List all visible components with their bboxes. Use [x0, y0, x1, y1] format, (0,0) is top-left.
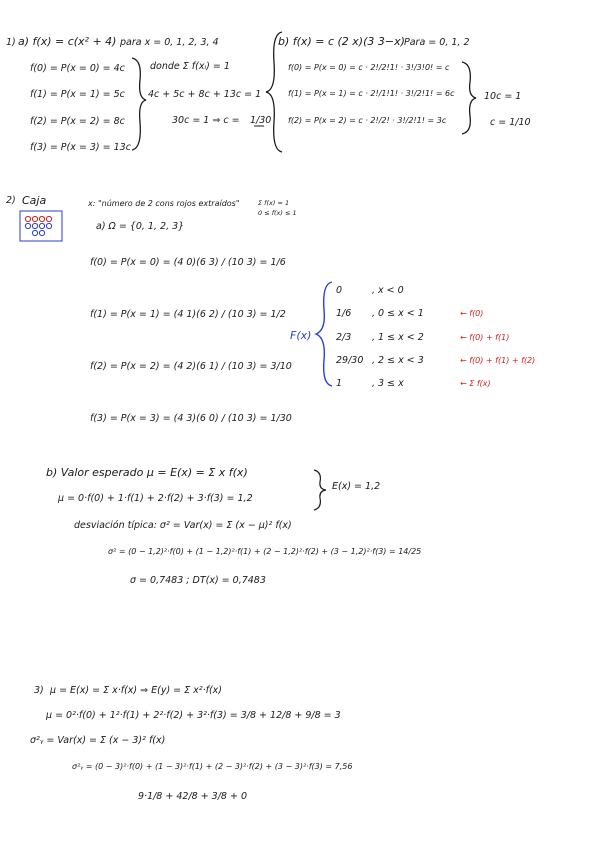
- line-e3: f(3) = P(x = 3) = (4 3)(6 0) / (10 3) = 1/30: [90, 413, 292, 424]
- omega-set: a) Ω = {0, 1, 2, 3}: [96, 221, 185, 232]
- problem-2-label: 2): [6, 195, 16, 206]
- cdf-row-3-cond: , 2 ≤ x < 3: [372, 355, 424, 366]
- problem-1b-heading: b) f(x) = c (2 x)(3 3−x): [278, 35, 405, 48]
- cdf-row-4-note: ← Σ f(x): [460, 379, 491, 388]
- brace-1a: [132, 58, 146, 150]
- line-b2: f(2) = P(x = 2) = c · 2!/2! · 3!/2!1! = 3c: [288, 116, 447, 125]
- cdf-row-1-cond: , 0 ≤ x < 1: [372, 308, 424, 319]
- cdf-row-2-note: ← f(0) + f(1): [460, 333, 510, 342]
- line-f2: f(2) = P(x = 2) = 8c: [30, 116, 125, 127]
- cdf-row-2-cond: , 1 ≤ x < 2: [372, 332, 424, 343]
- b-sigma-line: σ = 0,7483 ; DT(x) = 0,7483: [130, 575, 266, 586]
- cdf-row-4-cond: , 3 ≤ x: [372, 378, 404, 389]
- p3-line-4: σ²ᵧ = (0 − 3)²·f(0) + (1 − 3)²·f(1) + (2 − 3)²·f(2) + (3 − 3)²·f(3) = 7,56: [72, 762, 353, 771]
- problem-1a-domain: para x = 0, 1, 2, 3, 4: [120, 37, 219, 48]
- cdf-row-1-note: ← f(0): [460, 309, 484, 318]
- problem-1a-heading: a) f(x) = c(x² + 4): [18, 35, 117, 48]
- problem-1-label: 1): [6, 37, 16, 48]
- line-f1: f(1) = P(x = 1) = 5c: [30, 89, 125, 100]
- line-f3: f(3) = P(x = 3) = 13c: [30, 142, 131, 153]
- sum-c: 4c + 5c + 8c + 13c = 1: [148, 89, 262, 100]
- problem-3-label: 3): [34, 685, 44, 696]
- cdf-row-3-val: 29/30: [336, 355, 364, 366]
- b-sum: 10c = 1: [484, 91, 522, 102]
- result-30c: 30c = 1 ⇒ c =: [172, 115, 240, 126]
- line-e2: f(2) = P(x = 2) = (4 2)(6 1) / (10 3) = 3/10: [90, 361, 292, 372]
- brace-Ex: [314, 470, 326, 510]
- line-e1: f(1) = P(x = 1) = (4 1)(6 2) / (10 3) = 1/2: [90, 309, 286, 320]
- line-b1: f(1) = P(x = 1) = c · 2!/1!1! · 3!/2!1! = 6c: [288, 89, 455, 98]
- b-sigma2-line: σ² = (0 − 1,2)²·f(0) + (1 − 1,2)²·f(1) + (2 − 1,2)²·f(2) + (3 − 1,2)²·f(3) = 14/25: [108, 547, 422, 556]
- sum-note-2: 0 ≤ f(x) ≤ 1: [258, 209, 297, 217]
- p3-line-1: μ = E(x) = Σ x·f(x) ⇒ E(y) = Σ x²·f(x): [50, 685, 223, 696]
- cdf-row-4-val: 1: [336, 378, 343, 389]
- result-c-fraction: 1/30: [250, 115, 272, 126]
- line-e0: f(0) = P(x = 0) = (4 0)(6 3) / (10 3) = 1/6: [90, 257, 286, 268]
- p3-line-3: σ²ᵧ = Var(x) = Σ (x − 3)² f(x): [30, 735, 166, 746]
- line-b0: f(0) = P(x = 0) = c · 2!/2!1! · 3!/3!0! = c: [288, 63, 450, 72]
- b-mu-line: μ = 0·f(0) + 1·f(1) + 2·f(2) + 3·f(3) = 1,2: [58, 493, 253, 504]
- b-E-value: E(x) = 1,2: [332, 481, 381, 492]
- b-valor-esperado: b) Valor esperado μ = E(x) = Σ x f(x): [46, 466, 248, 479]
- brace-Fx: [316, 282, 332, 386]
- caja-label: Caja: [22, 194, 47, 207]
- brace-1b-left: [266, 32, 282, 152]
- cdf-row-1-val: 1/6: [336, 308, 352, 319]
- b-c-value: c = 1/10: [490, 117, 531, 128]
- caja-box: [20, 211, 62, 241]
- problem-1b-domain: Para = 0, 1, 2: [404, 37, 470, 48]
- cdf-row-0-val: 0: [336, 285, 343, 296]
- x-definition: x: "número de 2 cons rojos extraídos": [88, 199, 240, 208]
- p3-line-5: 9·1/8 + 42/8 + 3/8 + 0: [138, 791, 248, 802]
- cdf-label: F(x): [290, 329, 312, 342]
- cdf-row-3-note: ← f(0) + f(1) + f(2): [460, 356, 536, 365]
- p3-line-2: μ = 0²·f(0) + 1²·f(1) + 2²·f(2) + 3²·f(3) = 3/8 + 12/8 + 9/8 = 3: [46, 710, 341, 721]
- cdf-row-2-val: 2/3: [336, 332, 352, 343]
- line-f0: f(0) = P(x = 0) = 4c: [30, 63, 125, 74]
- b-desviacion: desviación típica: σ² = Var(x) = Σ (x − μ)² f(x): [74, 520, 292, 531]
- sum-note-1: Σ f(x) = 1: [258, 199, 290, 207]
- donde-sum: donde Σ f(xᵢ) = 1: [150, 61, 230, 72]
- cdf-row-0-cond: , x < 0: [372, 285, 404, 296]
- brace-1b-right: [462, 62, 476, 134]
